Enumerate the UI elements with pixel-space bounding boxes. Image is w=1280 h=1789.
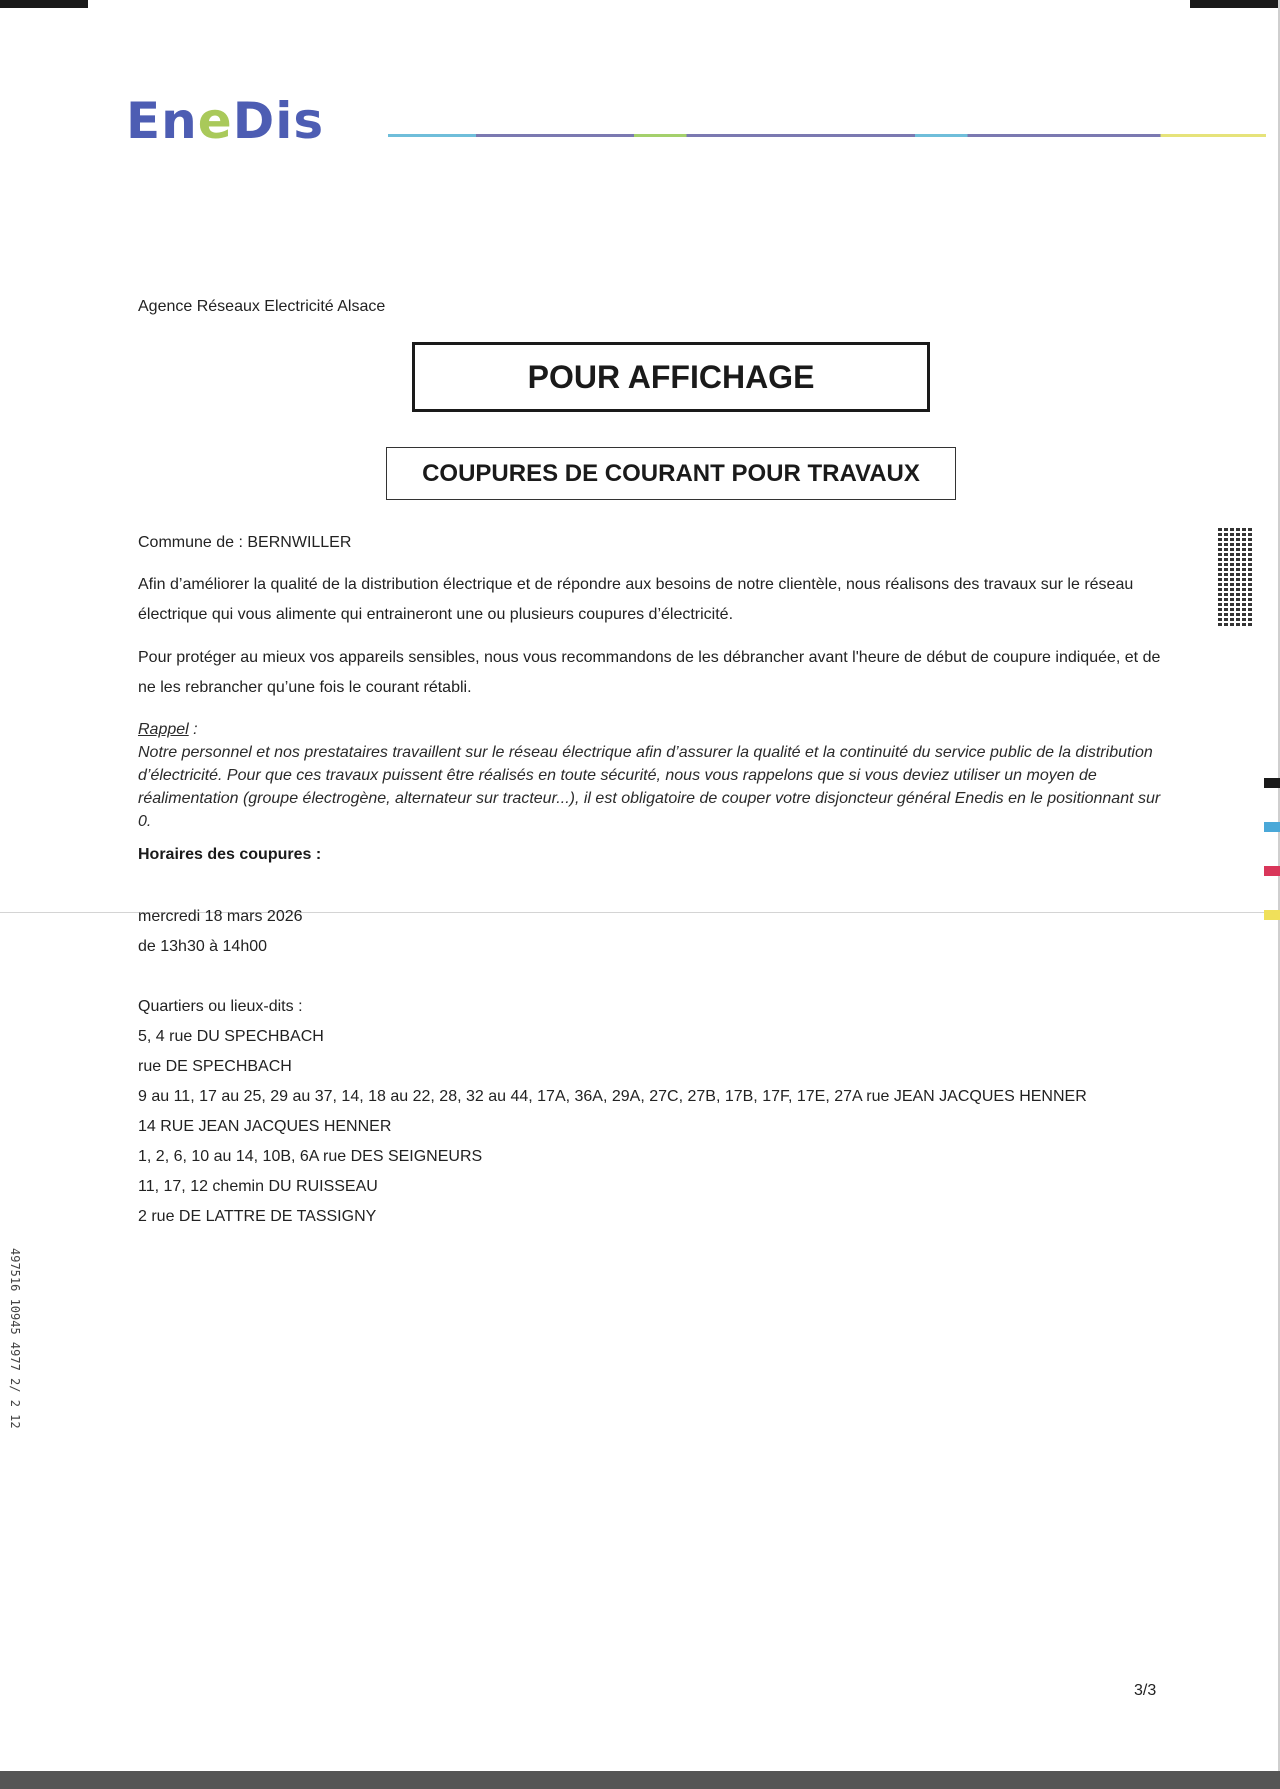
location-item: 14 RUE JEAN JACQUES HENNER [138, 1118, 392, 1135]
schedule-section [138, 902, 1178, 1232]
location-item: 2 rue DE LATTRE DE TASSIGNY [138, 1208, 377, 1225]
color-mark-cyan [1264, 822, 1280, 832]
color-mark-black [1264, 778, 1280, 788]
reminder-colon: : [188, 721, 198, 738]
locations-label: Quartiers ou lieux-dits : [138, 998, 303, 1015]
scan-bottom-edge [0, 1771, 1280, 1789]
page-number: 3/3 [1134, 1682, 1157, 1699]
datamatrix-code [1218, 528, 1252, 626]
page-title: POUR AFFICHAGE [527, 358, 815, 395]
reminder-heading [138, 718, 1163, 741]
location-item: rue DE SPECHBACH [138, 1058, 292, 1075]
outage-date: mercredi 18 mars 2026 [138, 908, 303, 925]
outage-time: de 13h30 à 14h00 [138, 938, 268, 955]
enedis-logo [126, 92, 324, 150]
spacer [138, 962, 1178, 992]
subtitle-box [386, 447, 956, 500]
reminder-title: Rappel [138, 721, 189, 738]
logo-part-3: Dis [232, 92, 325, 150]
header-rule [388, 134, 1266, 137]
scan-mark-top-right [1190, 0, 1280, 8]
logo-part-1: En [126, 92, 198, 150]
title-box [412, 342, 930, 412]
printer-color-marks [1264, 778, 1280, 954]
logo-text [126, 92, 324, 150]
intro-paragraph: Afin d’améliorer la qualité de la distribution électrique et de répondre aux besoins de notre clientèle, nous réalisons des travaux sur le réseau électrique qui vous alimente qui entraineront une ou plusieurs coupures d’électricité. [138, 576, 1134, 623]
advice-paragraph: Pour protéger au mieux vos appareils sensibles, nous vous recommandons de les débrancher avant l'heure de début de coupure indiquée, et de ne les rebrancher qu’une fois le courant rétabli. [138, 649, 1161, 696]
reminder-section [138, 718, 1163, 833]
logo-part-2: e [197, 92, 233, 150]
agency-name: Agence Réseaux Electricité Alsace [138, 298, 386, 315]
schedule-heading: Horaires des coupures : [138, 846, 322, 863]
location-item: 11, 17, 12 chemin DU RUISSEAU [138, 1178, 378, 1195]
color-mark-magenta [1264, 866, 1280, 876]
color-mark-yellow [1264, 910, 1280, 920]
page-subtitle: COUPURES DE COURANT POUR TRAVAUX [422, 459, 920, 487]
location-item: 1, 2, 6, 10 au 14, 10B, 6A rue DES SEIGNEURS [138, 1148, 483, 1165]
location-item: 9 au 11, 17 au 25, 29 au 37, 14, 18 au 22, 28, 32 au 44, 17A, 36A, 29A, 27C, 27B, 17B, 17F, 17E, 27A rue JEAN JACQUES HENNER [138, 1088, 1087, 1105]
location-item: 5, 4 rue DU SPECHBACH [138, 1028, 324, 1045]
scan-mark-top-left [0, 0, 88, 8]
reminder-text: Notre personnel et nos prestataires travaillent sur le réseau électrique afin d’assurer la qualité et la continuité du service public de la distribution d’électricité. Pour que ces travaux puissent être réalisés en toute sécurité, nous vous rappelons que si vous deviez utiliser un moyen de réalimentation (groupe électrogène, alternateur sur tracteur...), il est obligatoire de couper votre disjoncteur général Enedis en le positionnant sur 0. [138, 744, 1161, 830]
side-reference-code: 497516 10945 4977 2/ 2 12 [8, 1248, 22, 1429]
commune-line: Commune de : BERNWILLER [138, 534, 352, 551]
